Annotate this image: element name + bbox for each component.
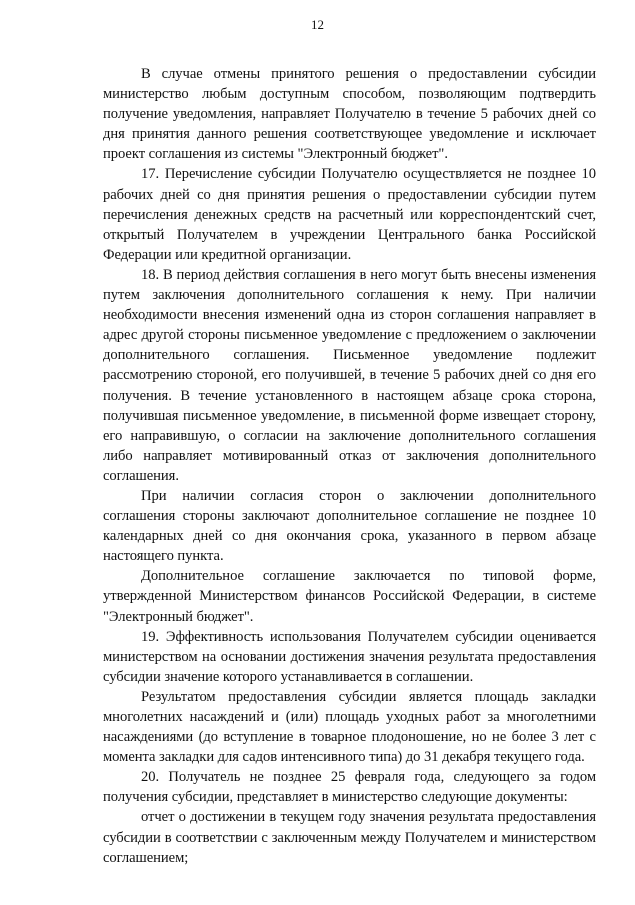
paragraph-subsidy-result: Результатом предоставления субсидии является площадь закладки многолетних насаждений и (или) площадь уходных работ за многолетними насаждениями (до вступление в товарное плодоношение, но не более 3 лет с момента закладки для садов интенсивного типа) до 31 декабря текущего года. — [103, 688, 596, 766]
paragraph-20-documents: 20. Получатель не позднее 25 февраля года, следующего за годом получения субсидии, представляет в министерство следующие документы: — [103, 769, 596, 806]
paragraph-report-item: отчет о достижении в текущем году значения результата предоставления субсидии в соответствии с заключенным между Получателем и министерством соглашением; — [103, 809, 596, 866]
page-number: 12 — [311, 17, 324, 32]
paragraph-17-subsidy-transfer: 17. Перечисление субсидии Получателю осуществляется не позднее 10 рабочих дней со дня принятия решения о предоставлении субсидии путем перечисления денежных средств на расчетный или корреспондентский счет, открытый Получателем в учреждении Центрального банка Российской Федерации или кредитной организации. — [103, 166, 596, 263]
paragraph-additional-agreement-term: При наличии согласия сторон о заключении дополнительного соглашения стороны заключают дополнительное соглашение не позднее 10 календарных дней со дня окончания срока, указанного в первом абзаце настоящего пункта. — [103, 487, 596, 565]
paragraph-19-efficiency: 19. Эффективность использования Получателем субсидии оценивается министерством на основании достижения значения результата предоставления субсидии значение которого устанавливается в соглашении. — [103, 628, 596, 685]
paragraph-18-agreement-changes: 18. В период действия соглашения в него могут быть внесены изменения путем заключения дополнительного соглашения к нему. При наличии необходимости внесения изменений одна из сторон соглашения направляет в адрес другой стороны письменное уведомление с предложением о заключении дополнительного соглашения. Письменное уведомление подлежит рассмотрению стороной, его получившей, в течение 5 рабочих дней со дня его получения. В течение установленного в настоящем абзаце срока сторона, получившая письменное уведомление, в письменной форме извещает сторону, его направившую, о согласии на заключение дополнительного соглашения либо направляет мотивированный отказ от заключения дополнительного соглашения. — [103, 266, 596, 484]
paragraph-subsidy-cancellation: В случае отмены принятого решения о предоставлении субсидии министерство любым доступным способом, позволяющим подтвердить получение уведомления, направляет Получателю в течение 5 рабочих дней со дня принятия данного решения соответствующее уведомление и исключает проект соглашения из системы "Электронный бюджет". — [103, 66, 596, 163]
paragraph-additional-agreement-form: Дополнительное соглашение заключается по типовой форме, утвержденной Министерством финансов Российской Федерации, в системе "Электронный бюджет". — [103, 568, 596, 625]
document-body — [103, 64, 596, 868]
